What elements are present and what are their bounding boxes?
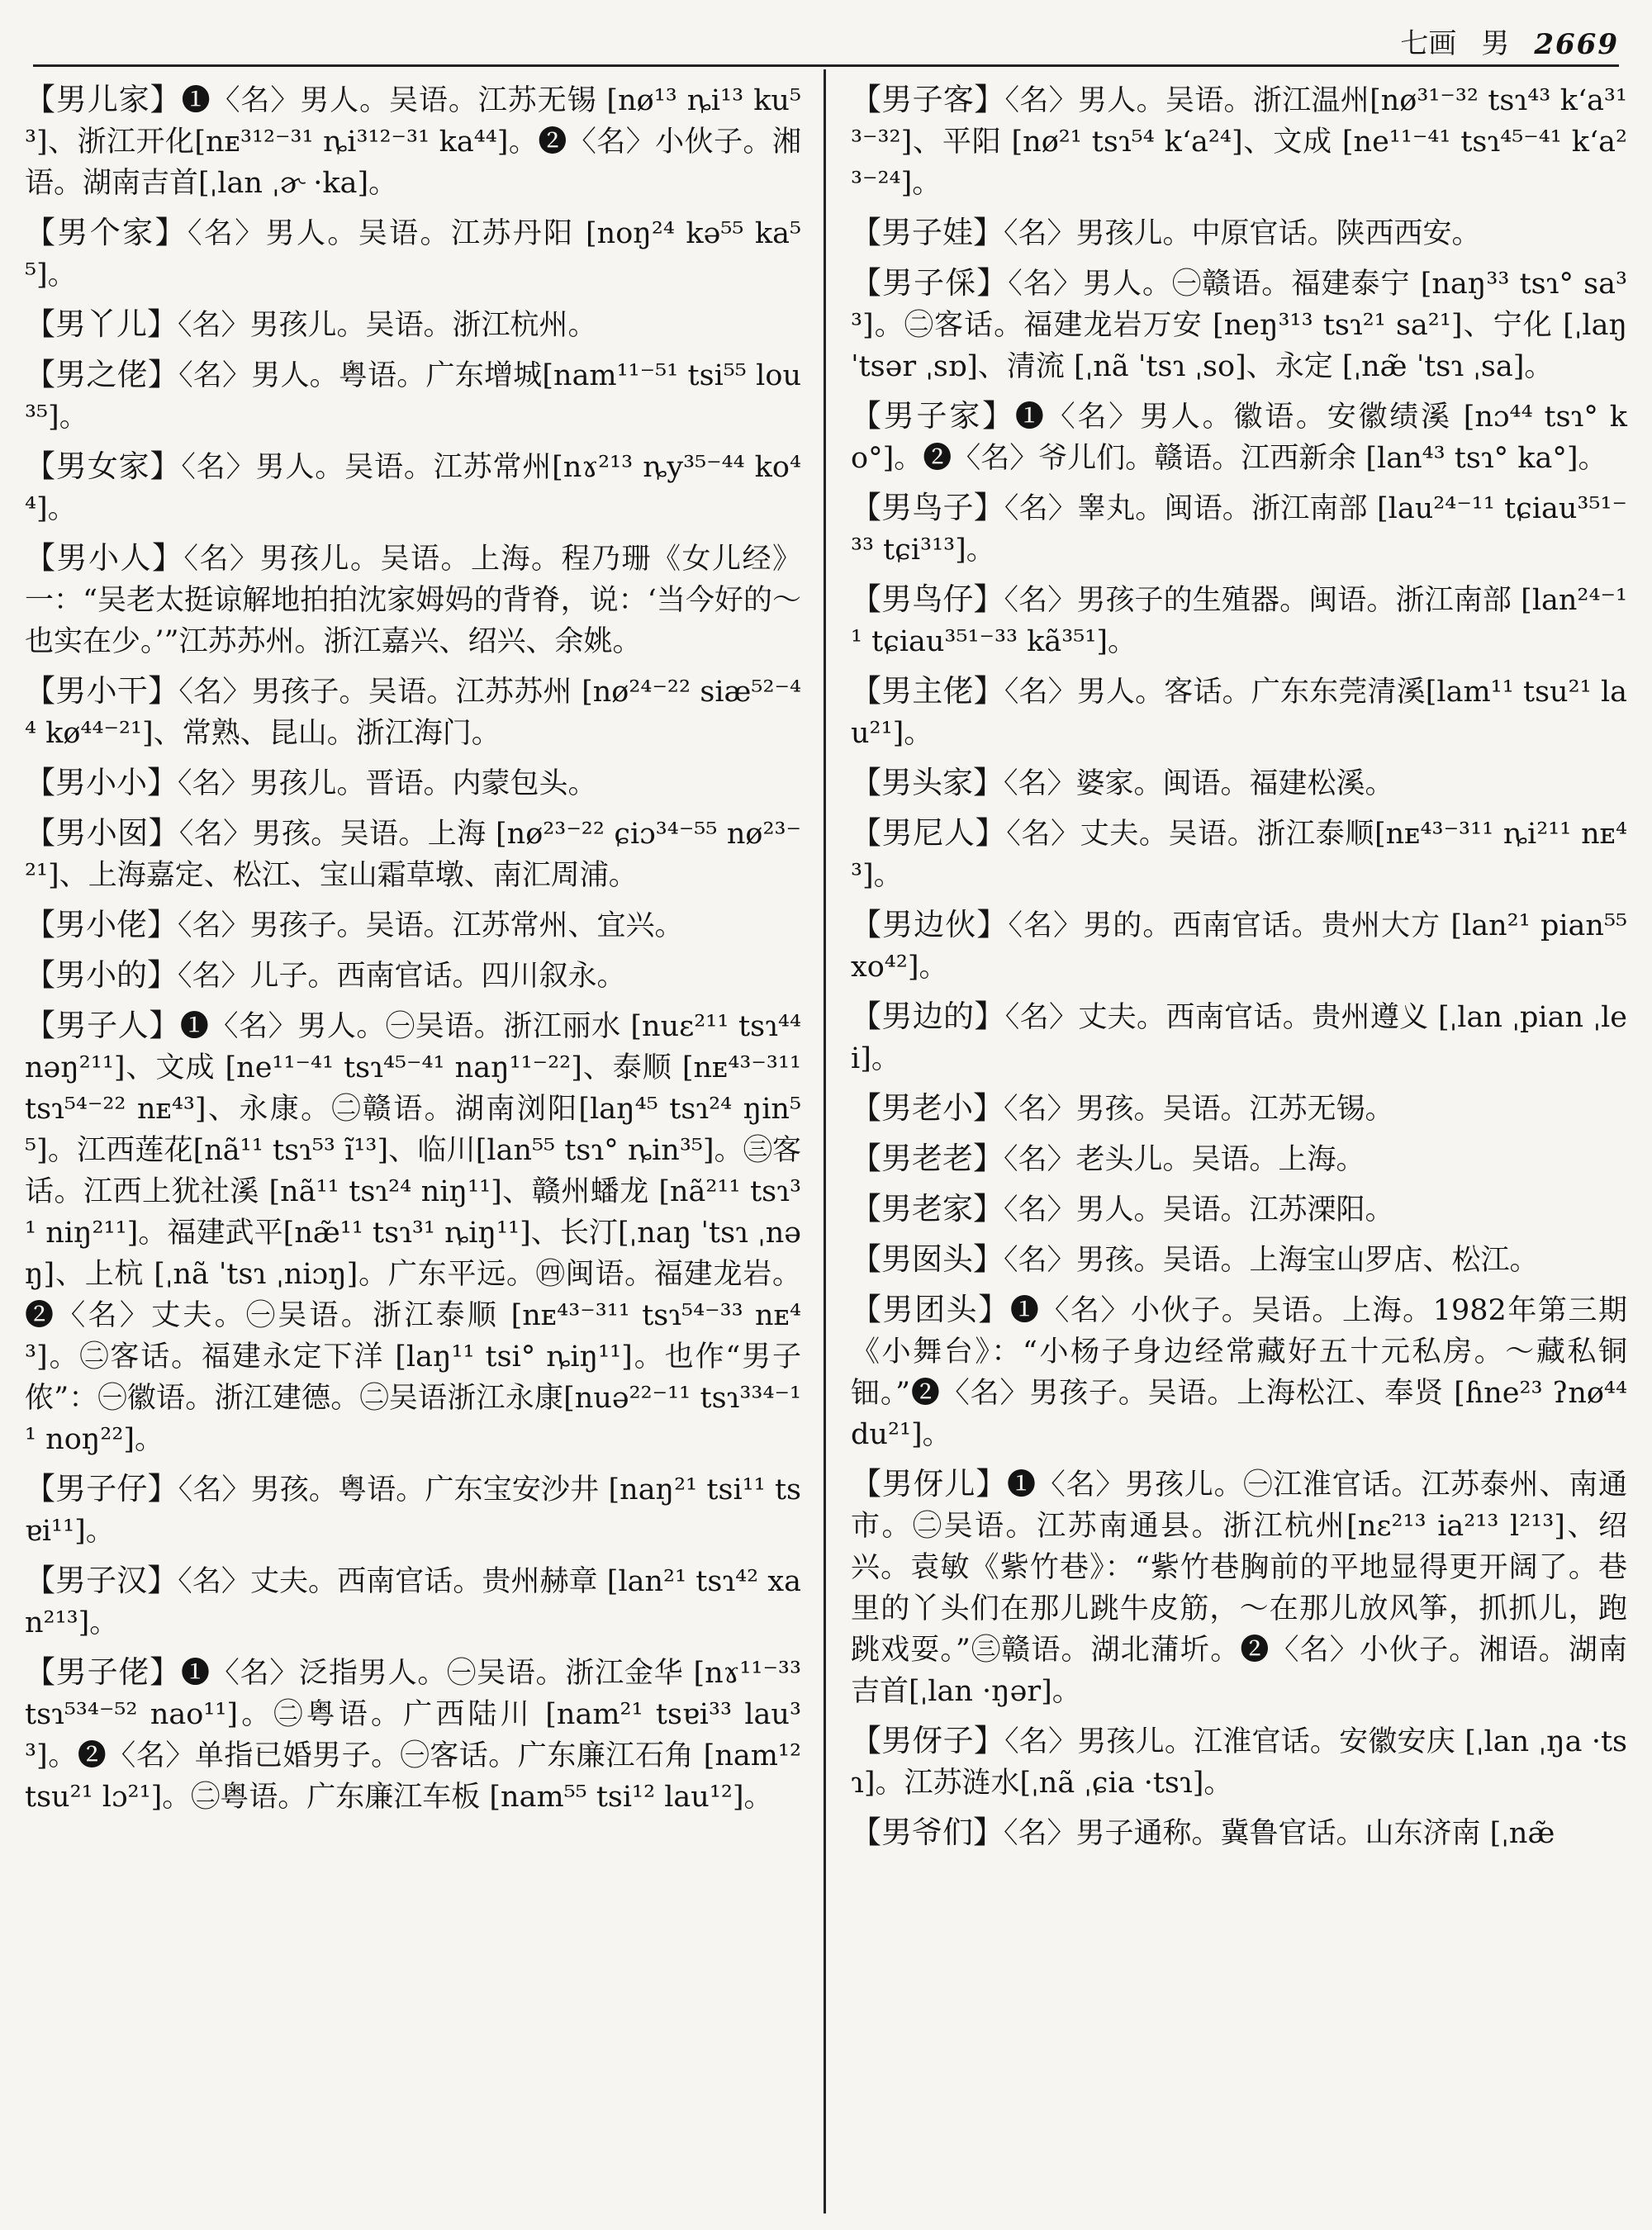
dictionary-entry <box>25 1652 801 1818</box>
dictionary-entry <box>851 904 1627 988</box>
dictionary-entry <box>851 1464 1627 1712</box>
entry-definition: 〈名〉男人。吴语。江苏常州[nɤ²¹³ ȵy³⁵⁻⁴⁴ ko⁴⁴]。 <box>25 451 801 525</box>
entry-headword: 【男尼人】 <box>851 815 1007 851</box>
dictionary-entry <box>851 1289 1627 1455</box>
entry-definition: 〈名〉男孩儿。吴语。上海。程乃珊《女儿经》一：“吴老太挺谅解地拍拍沈家姆妈的背脊，说：‘当今好的～也实在少。’”江苏苏州。浙江嘉兴、绍兴、余姚。 <box>25 543 801 658</box>
dictionary-entry <box>25 671 801 754</box>
entry-definition: 〈名〉男孩儿。江淮官话。安徽安庆 [ˌlan ˌŋa ·tsɿ]。江苏涟水[ˌnã ˌɕia ·tsɿ]。 <box>851 1725 1627 1800</box>
dictionary-entry <box>851 1088 1627 1130</box>
entry-definition: 〈名〉婆家。闽语。福建松溪。 <box>1004 767 1394 800</box>
entry-definition: 〈名〉男孩儿。吴语。浙江杭州。 <box>178 309 597 342</box>
entry-headword: 【男主佬】 <box>851 673 1004 709</box>
entry-definition: 〈名〉男孩子。吴语。江苏常州、宜兴。 <box>178 909 684 942</box>
entry-headword: 【男团头】 <box>851 1292 1010 1327</box>
dictionary-entry <box>25 904 801 947</box>
entry-headword: 【男小囡】 <box>25 815 179 851</box>
entry-definition: 〈名〉丈夫。西南官话。贵州赫章 [lan²¹ tsɿ⁴² xan²¹³]。 <box>25 1565 802 1639</box>
entry-definition: 〈名〉男的。西南官话。贵州大方 [lan²¹ pian⁵⁵ xo⁴²]。 <box>851 909 1628 984</box>
entry-headword: 【男子客】 <box>851 82 1005 117</box>
entry-headword: 【男小干】 <box>25 673 179 709</box>
entry-headword: 【男爷们】 <box>851 1815 1004 1850</box>
entry-definition: ❶〈名〉男人。徽语。安徽绩溪 [nɔ⁴⁴ tsɿ° ko°]。❷〈名〉爷儿们。赣语。江西新余 [lan⁴³ tsɿ° ka°]。 <box>851 401 1627 475</box>
entry-definition: ❶〈名〉男人。吴语。江苏无锡 [nø¹³ ȵi¹³ ku⁵³]、浙江开化[nᴇ³¹²⁻³¹ ȵi³¹²⁻³¹ ka⁴⁴]。❷〈名〉小伙子。湘语。湖南吉首[ˌlan ˌɚ ·ka]。 <box>25 84 801 200</box>
entry-definition: 〈名〉男孩子。吴语。江苏苏州 [nø²⁴⁻²² siæ⁵²⁻⁴⁴ kø⁴⁴⁻²¹]、常熟、昆山。浙江海门。 <box>25 676 801 750</box>
entry-definition: 〈名〉男人。粤语。广东增城[nam¹¹⁻⁵¹ tsi⁵⁵ lou³⁵]。 <box>25 359 801 434</box>
entry-headword: 【男小小】 <box>25 765 178 800</box>
entry-definition: 〈名〉男人。㊀赣语。福建泰宁 [naŋ³³ tsɿ° sa³³]。㊁客话。福建龙岩万安 [neŋ³¹³ tsɿ²¹ sa²¹]、宁化 [ˌlaŋ ˈtsər ˌsɒ]、清流 [ˌnã ˈtsɿ ˌso]、永定 [ˌnæ̃ ˈtsɿ ˌsa]。 <box>851 268 1627 383</box>
page-number: 2669 <box>1534 28 1619 61</box>
left-column <box>25 79 801 1826</box>
entry-headword: 【男小的】 <box>25 957 178 993</box>
entry-headword: 【男子人】 <box>25 1008 180 1043</box>
entry-definition: 〈名〉男孩。吴语。江苏无锡。 <box>1004 1093 1394 1126</box>
dictionary-entry <box>25 79 801 204</box>
entry-definition: 〈名〉男孩儿。晋语。内蒙包头。 <box>178 767 597 800</box>
entry-headword: 【男子娃】 <box>851 215 1004 250</box>
entry-headword: 【男小人】 <box>25 540 184 576</box>
entry-definition: 〈名〉男人。吴语。江苏溧阳。 <box>1004 1193 1394 1226</box>
entry-headword: 【男伢儿】 <box>851 1466 1007 1502</box>
dictionary-entry <box>851 579 1627 662</box>
dictionary-entry <box>25 446 801 529</box>
entry-definition: ❶〈名〉男孩儿。㊀江淮官话。江苏泰州、南通市。㊁吴语。江苏南通县。浙江杭州[nɛ²¹³ ia²¹³ l²¹³]、绍兴。袁敏《紫竹巷》：“紫竹巷胸前的平地显得更开阔了。巷里的丫头们在那儿跳牛皮筋，～在那儿放风筝，抓抓儿，跑跳戏耍。”㊂赣语。湖北蒲圻。❷〈名〉小伙子。湘语。湖南吉首[ˌlan ·ŋər]。 <box>851 1468 1627 1708</box>
entry-headword: 【男女家】 <box>25 448 182 484</box>
entry-headword: 【男儿家】 <box>25 82 182 117</box>
dictionary-entry <box>851 813 1627 896</box>
entry-definition: 〈名〉丈夫。吴语。浙江泰顺[nᴇ⁴³⁻³¹¹ ȵi²¹¹ nᴇ⁴³]。 <box>851 818 1628 892</box>
entry-headword: 【男个家】 <box>25 215 188 250</box>
entry-definition: 〈名〉睾丸。闽语。浙江南部 [lau²⁴⁻¹¹ tɕiau³⁵¹⁻³³ tɕi³¹³]。 <box>851 492 1627 567</box>
entry-headword: 【男边的】 <box>851 999 1005 1034</box>
entry-headword: 【男子家】 <box>851 398 1015 434</box>
entry-headword: 【男之佬】 <box>25 357 179 392</box>
dictionary-entry <box>851 1239 1627 1281</box>
entry-headword: 【男子佬】 <box>25 1654 181 1690</box>
entry-definition: ❶〈名〉泛指男人。㊀吴语。浙江金华 [nɤ¹¹⁻³³ tsɿ⁵³⁴⁻⁵² nao¹¹]。㊁粤语。广西陆川 [nam²¹ tsɐi³³ lau³³]。❷〈名〉单指已婚男子。㊀客话。广东廉江石角 [nam¹² tsu²¹ lɔ²¹]。㊁粤语。广东廉江车板 [nam⁵⁵ tsi¹² lau¹²]。 <box>25 1657 801 1814</box>
dictionary-entry <box>25 354 801 438</box>
entry-definition: 〈名〉男孩子的生殖器。闽语。浙江南部 [lan²⁴⁻¹¹ tɕiau³⁵¹⁻³³ kã³⁵¹]。 <box>851 584 1627 658</box>
entry-definition: 〈名〉男子通称。冀鲁官话。山东济南 [ˌnæ̃ <box>1004 1817 1555 1850</box>
dictionary-entry <box>851 1189 1627 1231</box>
dictionary-entry <box>851 212 1627 254</box>
running-head <box>33 15 1619 61</box>
dictionary-entry <box>25 1468 801 1552</box>
entry-headword: 【男鸟子】 <box>851 490 1004 525</box>
entry-headword: 【男老小】 <box>851 1090 1004 1126</box>
dictionary-entry <box>851 487 1627 571</box>
dictionary-entry <box>25 1560 801 1644</box>
right-column <box>851 79 1627 1862</box>
entry-definition: ❶〈名〉男人。㊀吴语。浙江丽水 [nuɛ²¹¹ tsɿ⁴⁴ nəŋ²¹¹]、文成 [ne¹¹⁻⁴¹ tsɿ⁴⁵⁻⁴¹ naŋ¹¹⁻²²]、泰顺 [nᴇ⁴³⁻³¹¹ tsɿ⁵⁴⁻²² nᴇ⁴³]、永康。㊁赣语。湖南浏阳[laŋ⁴⁵ tsɿ²⁴ ŋin⁵⁵]。江西莲花[nã¹¹ tsɿ⁵³ ĩ¹³]、临川[lan⁵⁵ tsɿ° ȵin³⁵]。㊂客话。江西上犹社溪 [nã¹¹ tsɿ²⁴ niŋ¹¹]、赣州蟠龙 [nã²¹¹ tsɿ³¹ niŋ²¹¹]。福建武平[næ̃¹¹ tsɿ³¹ ȵiŋ¹¹]、长汀[ˌnaŋ ˈtsɿ ˌnəŋ]、上杭 [ˌnã ˈtsɿ ˌniɔŋ]。广东平远。㊃闽语。福建龙岩。❷〈名〉丈夫。㊀吴语。浙江泰顺 [nᴇ⁴³⁻³¹¹ tsɿ⁵⁴⁻³³ nᴇ⁴³]。㊁客话。福建永定下洋 [laŋ¹¹ tsi° ȵiŋ¹¹]。也作“男子侬”：㊀徽语。浙江建德。㊁吴语浙江永康[nuə²²⁻¹¹ tsɿ³³⁴⁻¹¹ noŋ²²]。 <box>25 1010 802 1456</box>
dictionary-entry <box>25 304 801 346</box>
dictionary-entry <box>851 1812 1627 1854</box>
dictionary-entry <box>25 955 801 997</box>
dictionary-entry <box>851 396 1627 479</box>
dictionary-entry <box>851 1138 1627 1180</box>
entry-definition: 〈名〉老头儿。吴语。上海。 <box>1004 1143 1365 1176</box>
entry-headword: 【男子倸】 <box>851 265 1009 301</box>
entry-headword: 【男边伙】 <box>851 907 1009 942</box>
entry-headword: 【男鸟仔】 <box>851 581 1004 617</box>
dictionary-entry <box>851 1720 1627 1804</box>
entry-headword: 【男子仔】 <box>25 1471 178 1506</box>
entry-definition: 〈名〉男人。客话。广东东莞清溪[lam¹¹ tsu²¹ lau²¹]。 <box>851 676 1628 750</box>
dictionary-entry <box>851 996 1627 1079</box>
entry-headword: 【男子汉】 <box>25 1563 178 1598</box>
dictionary-entry <box>25 813 801 896</box>
header-character: 男 <box>1481 27 1510 60</box>
column-divider <box>824 69 826 2213</box>
entry-headword: 【男丫儿】 <box>25 306 178 342</box>
entry-definition: 〈名〉男人。吴语。江苏丹阳 [noŋ²⁴ kə⁵⁵ ka⁵⁵]。 <box>25 217 802 292</box>
entry-headword: 【男老老】 <box>851 1141 1004 1176</box>
section-label: 七画 <box>1400 27 1457 60</box>
entry-headword: 【男小佬】 <box>25 907 178 942</box>
entry-definition: 〈名〉丈夫。西南官话。贵州遵义 [ˌlan ˌpian ˌlei]。 <box>851 1001 1628 1075</box>
entry-headword: 【男头家】 <box>851 765 1004 800</box>
dictionary-entry <box>851 762 1627 804</box>
dictionary-entry <box>851 671 1627 754</box>
entry-definition: ❶〈名〉小伙子。吴语。上海。1982年第三期《小舞台》：“小杨子身边经常藏好五十元私房。～藏私铜钿。”❷〈名〉男孩子。吴语。上海松江、奉贤 [ɦne²³ ʔnø⁴⁴ du²¹]。 <box>851 1294 1627 1451</box>
entry-headword: 【男老家】 <box>851 1191 1004 1226</box>
dictionary-entry <box>25 538 801 662</box>
header-rule <box>33 64 1619 67</box>
entry-headword: 【男伢子】 <box>851 1723 1005 1758</box>
entry-definition: 〈名〉男孩。粤语。广东宝安沙井 [naŋ²¹ tsi¹¹ tsɐi¹¹]。 <box>25 1473 801 1548</box>
entry-headword: 【男囡头】 <box>851 1241 1004 1277</box>
dictionary-entry <box>851 263 1627 387</box>
dictionary-entry <box>25 1005 801 1460</box>
dictionary-entry <box>25 212 801 296</box>
entry-definition: 〈名〉男人。吴语。浙江温州[nø³¹⁻³² tsɿ⁴³ kʻa³¹³⁻³²]、平阳 [nø²¹ tsɿ⁵⁴ kʻa²⁴]、文成 [ne¹¹⁻⁴¹ tsɿ⁴⁵⁻⁴¹ kʻa²³⁻²⁴]。 <box>851 84 1627 200</box>
entry-definition: 〈名〉男孩儿。中原官话。陕西西安。 <box>1004 217 1481 250</box>
entry-definition: 〈名〉男孩。吴语。上海宝山罗店、松江。 <box>1004 1244 1539 1277</box>
entry-definition: 〈名〉男孩。吴语。上海 [nø²³⁻²² ɕiɔ³⁴⁻⁵⁵ nø²³⁻²¹]、上海嘉定、松江、宝山霜草墩、南汇周浦。 <box>25 818 802 892</box>
dictionary-entry <box>25 762 801 804</box>
dictionary-entry <box>851 79 1627 204</box>
entry-definition: 〈名〉儿子。西南官话。四川叙永。 <box>178 960 626 993</box>
